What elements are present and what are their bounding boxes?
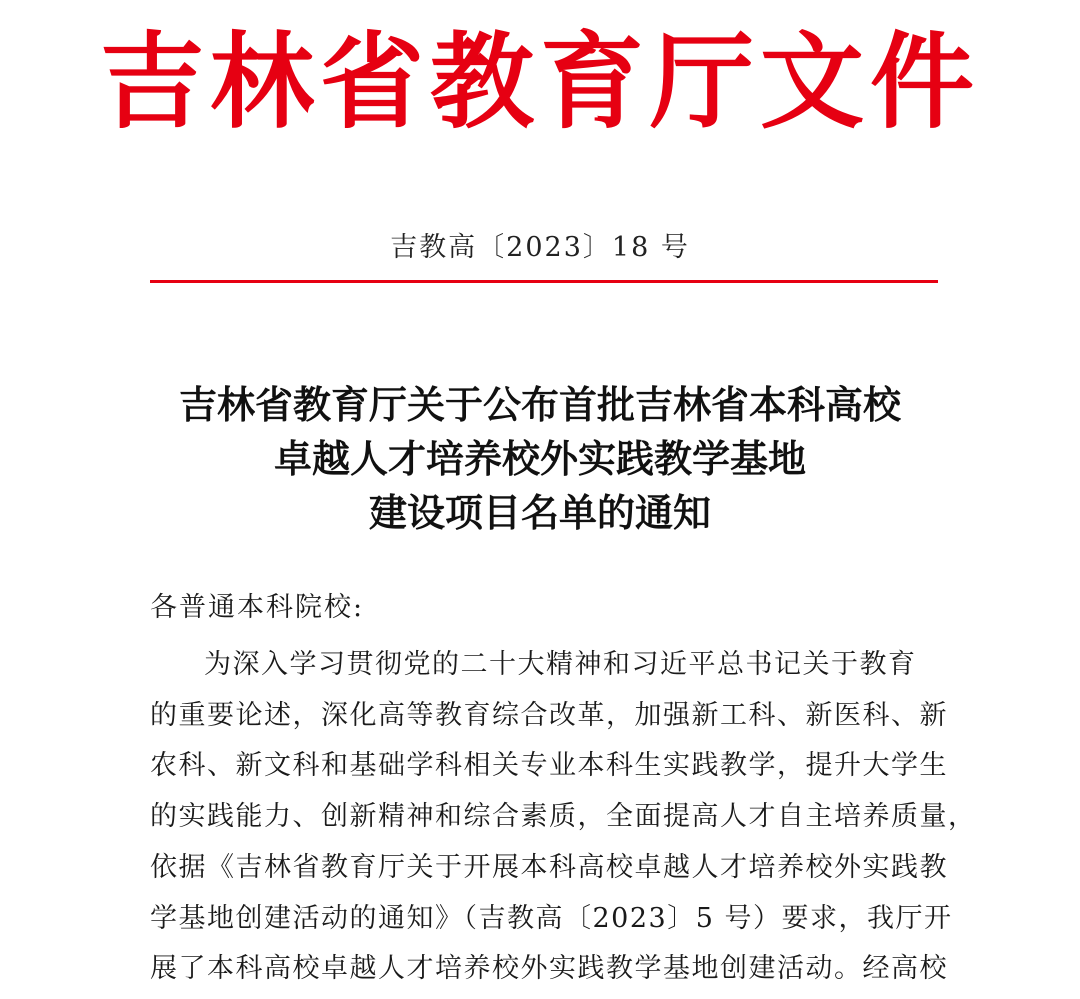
document-masthead: 吉林省教育厅文件: [99, 20, 980, 143]
document-title: [0, 378, 1080, 540]
body-line-6: 学基地创建活动的通知》（吉教高〔2023〕5 号）要求，我厅开: [150, 902, 953, 934]
body-paragraph: [150, 640, 977, 995]
body-line-2: 的重要论述，深化高等教育综合改革，加强新工科、新医科、新: [150, 699, 948, 731]
body-line-4: 的实践能力、创新精神和综合素质，全面提高人才自主培养质量，: [150, 801, 977, 833]
title-line-1: 吉林省教育厅关于公布首批吉林省本科高校: [178, 382, 901, 427]
document-number: 吉教高〔2023〕18 号: [390, 232, 690, 263]
body-line-1: 为深入学习贯彻党的二十大精神和习近平总书记关于教育: [204, 649, 917, 680]
salutation: 各普通本科院校:: [150, 592, 365, 623]
body-line-3: 农科、新文科和基础学科相关专业本科生实践教学，提升大学生: [150, 750, 948, 782]
red-divider-line: [150, 280, 938, 283]
title-line-3: 建设项目名单的通知: [368, 490, 711, 535]
body-line-5: 依据《吉林省教育厅关于开展本科高校卓越人才培养校外实践教: [150, 851, 948, 883]
body-line-7: 展了本科高校卓越人才培养校外实践教学基地创建活动。经高校: [150, 953, 948, 985]
title-line-2: 卓越人才培养校外实践教学基地: [273, 436, 806, 481]
